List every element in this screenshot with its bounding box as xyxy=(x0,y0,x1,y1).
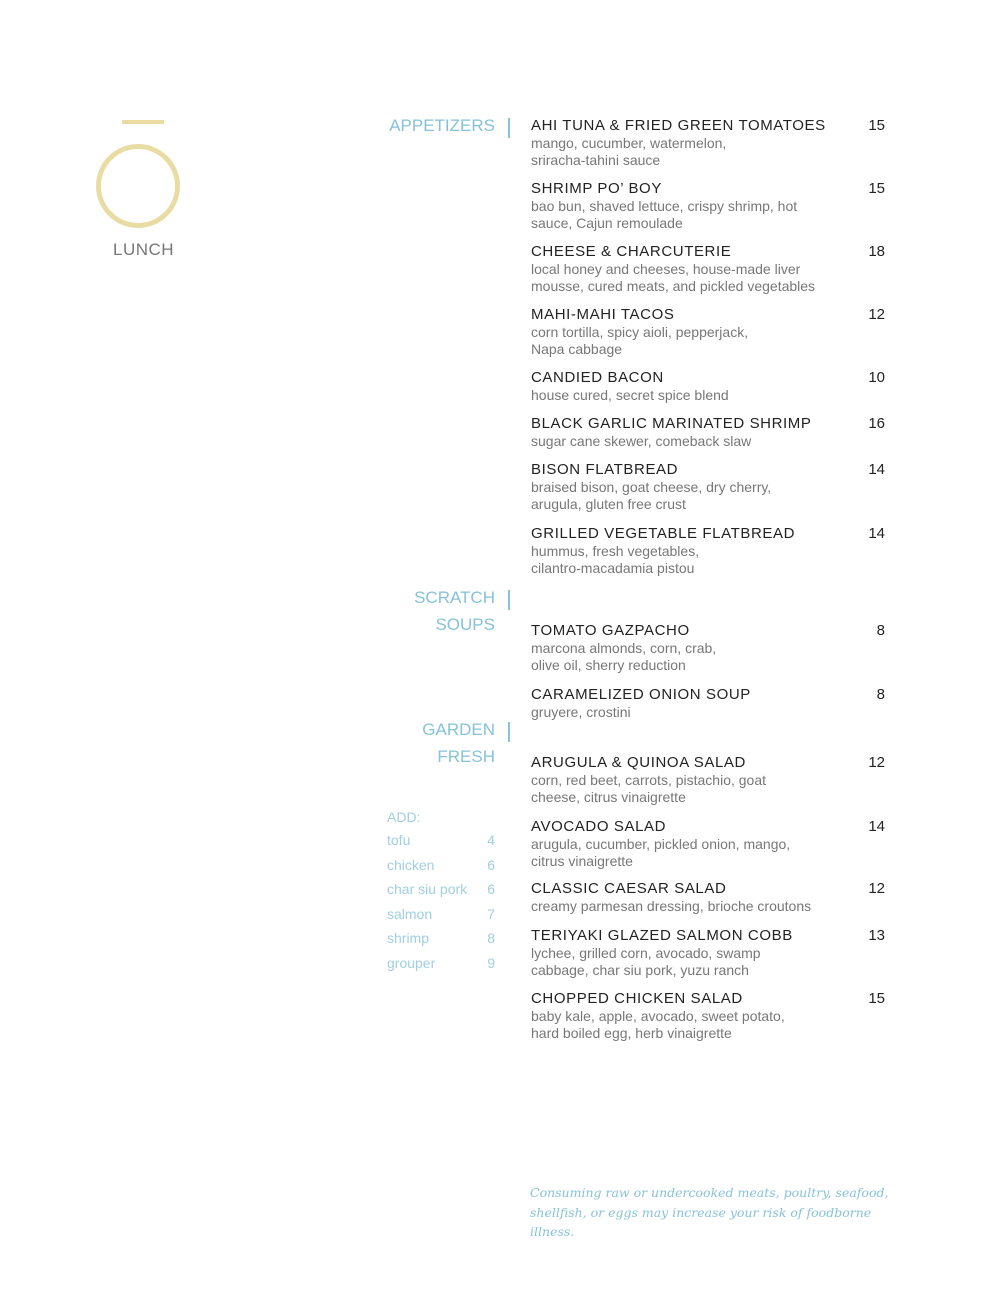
menu-item xyxy=(531,927,885,979)
section-title-soups: SCRATCH SOUPS xyxy=(414,588,495,634)
item-name: AVOCADO SALAD xyxy=(531,818,667,835)
item-name: CARAMELIZED ONION SOUP xyxy=(531,686,751,703)
item-price: 8 xyxy=(876,622,885,639)
item-description: sugar cane skewer, comeback slaw xyxy=(531,433,752,449)
menu-item xyxy=(531,525,885,577)
addon-row: salmon 7 xyxy=(387,905,495,922)
item-price: 12 xyxy=(868,754,885,771)
item-description: local honey and cheeses, house-made liver mousse, cured meats, and pickled vegetables xyxy=(531,261,816,294)
item-price: 13 xyxy=(868,927,885,944)
menu-item xyxy=(531,415,885,450)
item-price: 10 xyxy=(868,369,885,386)
item-description: bao bun, shaved lettuce, crispy shrimp, hot sauce, Cajun remoulade xyxy=(531,198,798,231)
item-description: braised bison, goat cheese, dry cherry, arugula, gluten free crust xyxy=(531,479,772,512)
menu-item xyxy=(531,180,885,232)
menu-subtitle: LUNCH xyxy=(113,240,175,259)
menu-item xyxy=(531,461,885,513)
menu-item xyxy=(531,306,885,358)
addons-list xyxy=(387,806,495,975)
item-description: gruyere, crostini xyxy=(531,704,631,720)
item-price: 14 xyxy=(868,461,885,478)
menu-item xyxy=(531,686,885,721)
addon-row: tofu 4 xyxy=(387,832,495,848)
menu-item xyxy=(531,369,885,404)
addon-row: shrimp 8 xyxy=(387,930,495,946)
item-price: 18 xyxy=(868,243,885,260)
menu-item xyxy=(531,622,885,674)
item-name: TERIYAKI GLAZED SALMON COBB xyxy=(531,927,793,944)
item-price: 12 xyxy=(868,880,885,897)
section-title-garden: GARDEN FRESH xyxy=(422,720,495,766)
item-price: 15 xyxy=(868,180,885,197)
item-price: 15 xyxy=(868,990,885,1007)
menu-item xyxy=(531,243,885,295)
menu-item xyxy=(531,990,885,1042)
logo-ring xyxy=(96,144,180,228)
item-price: 14 xyxy=(868,525,885,542)
item-description: baby kale, apple, avocado, sweet potato, hard boiled egg, herb vinaigrette xyxy=(531,1008,785,1041)
item-name: GRILLED VEGETABLE FLATBREAD xyxy=(531,525,796,542)
section-title-appetizers: APPETIZERS xyxy=(389,116,495,135)
menu-item xyxy=(531,754,885,806)
item-description: marcona almonds, corn, crab, olive oil, sherry reduction xyxy=(531,640,717,673)
item-name: SHRIMP PO’ BOY xyxy=(531,180,662,197)
item-name: CANDIED BACON xyxy=(531,369,664,386)
item-name: BISON FLATBREAD xyxy=(531,461,679,478)
item-price: 16 xyxy=(868,415,885,432)
addons-label: ADD: xyxy=(387,809,421,825)
item-description: mango, cucumber, watermelon, sriracha-tahini sauce xyxy=(531,135,727,168)
item-description: arugula, cucumber, pickled onion, mango, citrus vinaigrette xyxy=(531,836,791,869)
menu-item xyxy=(531,117,885,169)
item-name: AHI TUNA & FRIED GREEN TOMATOES xyxy=(531,117,826,134)
item-name: MAHI-MAHI TACOS xyxy=(531,306,675,323)
addon-row: char siu pork 6 xyxy=(387,881,495,897)
food-safety-disclaimer: Consuming raw or undercooked meats, poultry, seafood, shellfish, or eggs may increase your risk of foodborne illness. xyxy=(530,1185,889,1239)
item-description: creamy parmesan dressing, brioche croutons xyxy=(531,898,812,914)
item-name: CLASSIC CAESAR SALAD xyxy=(531,880,727,897)
logo xyxy=(96,116,194,228)
addon-row: grouper 9 xyxy=(387,954,495,971)
section-divider xyxy=(508,722,510,742)
item-name: ARUGULA & QUINOA SALAD xyxy=(531,754,746,771)
addon-row: chicken 6 xyxy=(387,856,495,873)
item-price: 12 xyxy=(868,306,885,323)
menu-item xyxy=(531,880,885,915)
item-description: lychee, grilled corn, avocado, swamp cabbage, char siu pork, yuzu ranch xyxy=(531,945,761,978)
item-description: corn, red beet, carrots, pistachio, goat cheese, citrus vinaigrette xyxy=(531,772,767,805)
item-name: BLACK GARLIC MARINATED SHRIMP xyxy=(531,415,812,432)
section-divider xyxy=(508,590,510,610)
menu-item xyxy=(531,818,885,870)
item-description: house cured, secret spice blend xyxy=(531,387,729,403)
item-description: corn tortilla, spicy aioli, pepperjack, Napa cabbage xyxy=(531,324,749,357)
logo-macron xyxy=(122,120,164,124)
item-name: CHEESE & CHARCUTERIE xyxy=(531,243,732,260)
item-price: 15 xyxy=(868,117,885,134)
section-divider xyxy=(508,118,510,138)
item-description: hummus, fresh vegetables, cilantro-macadamia pistou xyxy=(531,543,700,576)
item-price: 8 xyxy=(876,686,885,703)
item-name: TOMATO GAZPACHO xyxy=(531,622,690,639)
item-price: 14 xyxy=(868,818,885,835)
item-name: CHOPPED CHICKEN SALAD xyxy=(531,990,743,1007)
